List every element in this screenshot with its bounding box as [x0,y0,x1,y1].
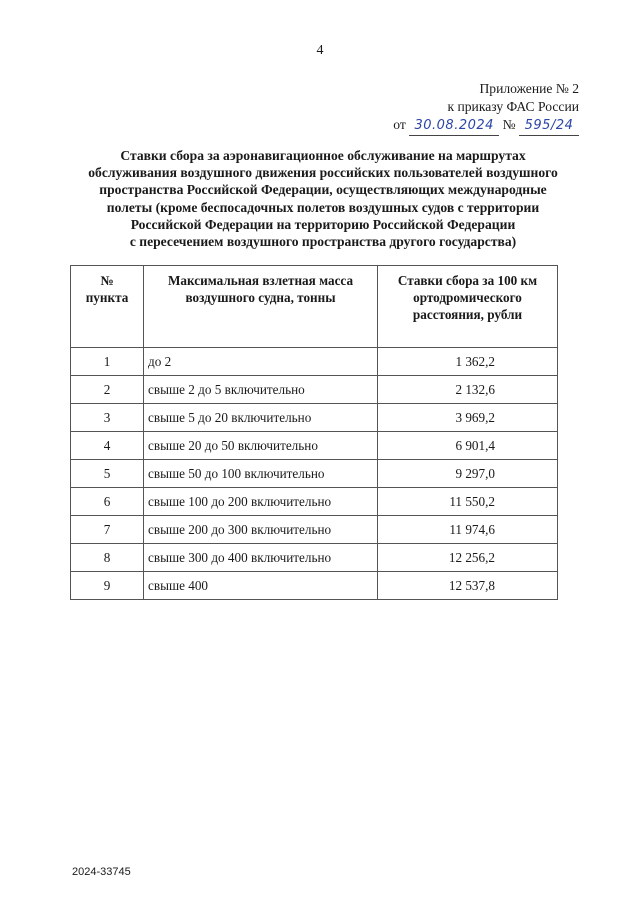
cell-rate: 2 132,6 [378,376,558,404]
handwritten-number: 595/24 [519,117,579,136]
header-text: № [100,273,114,288]
table-row [71,432,558,460]
table-row [71,348,558,376]
appendix-order: к приказу ФАС России [447,99,579,114]
header-text: Максимальная взлетная масса [167,273,354,288]
cell-num: 4 [71,432,144,460]
appendix-number-sign: № [502,117,516,132]
cell-rate: 6 901,4 [378,432,558,460]
cell-rate: 3 969,2 [378,404,558,432]
cell-mass: свыше 300 до 400 включительно [144,544,378,572]
title-line: пространства Российской Федерации, осуществляющих международные [99,182,547,198]
footer-code: 2024-33745 [72,866,131,878]
cell-rate: 12 256,2 [378,544,558,572]
appendix-block [393,80,579,136]
cell-num: 6 [71,488,144,516]
cell-mass: свыше 5 до 20 включительно [144,404,378,432]
appendix-title: Приложение № 2 [479,81,579,96]
cell-mass: до 2 [144,348,378,376]
page-number: 4 [316,43,324,58]
table-row [71,516,558,544]
cell-rate: 1 362,2 [378,348,558,376]
table-row [71,404,558,432]
table-row [71,572,558,600]
appendix-order-line [393,116,579,136]
table-row [71,376,558,404]
cell-rate: 11 974,6 [378,516,558,544]
cell-rate: 9 297,0 [378,460,558,488]
table-row [71,544,558,572]
cell-rate: 11 550,2 [378,488,558,516]
header-text: пункта [85,290,129,305]
title-line: Российской Федерации на территорию Российской Федерации [130,216,516,232]
header-num [71,266,144,348]
header-text: ортодромического [413,290,522,305]
cell-mass: свыше 50 до 100 включительно [144,460,378,488]
header-rate [378,266,558,348]
header-mass [144,266,378,348]
cell-mass: свыше 400 [144,572,378,600]
title-line: с пересечением воздушного пространства другого государства) [129,234,517,250]
handwritten-date: 30.08.2024 [409,117,499,136]
cell-num: 1 [71,348,144,376]
cell-num: 8 [71,544,144,572]
table-row [71,488,558,516]
table-header-row [71,266,558,348]
cell-num: 2 [71,376,144,404]
header-text: Ставки сбора за 100 км [397,273,538,288]
document-title [58,147,588,250]
title-line: Ставки сбора за аэронавигационное обслуживание на маршрутах [120,148,526,163]
cell-mass: свыше 2 до 5 включительно [144,376,378,404]
cell-mass: свыше 100 до 200 включительно [144,488,378,516]
cell-rate: 12 537,8 [378,572,558,600]
table-row [71,460,558,488]
header-text: расстояния, рубли [412,307,523,322]
cell-num: 5 [71,460,144,488]
appendix-date-prefix: от [393,117,406,132]
cell-mass: свыше 20 до 50 включительно [144,432,378,460]
cell-num: 9 [71,572,144,600]
cell-mass: свыше 200 до 300 включительно [144,516,378,544]
header-text: воздушного судна, тонны [185,290,336,305]
title-line: обслуживания воздушного движения российских пользователей воздушного [88,165,558,181]
rates-table [70,265,558,600]
title-line: полеты (кроме беспосадочных полетов воздушных судов с территории [106,199,540,215]
cell-num: 7 [71,516,144,544]
cell-num: 3 [71,404,144,432]
